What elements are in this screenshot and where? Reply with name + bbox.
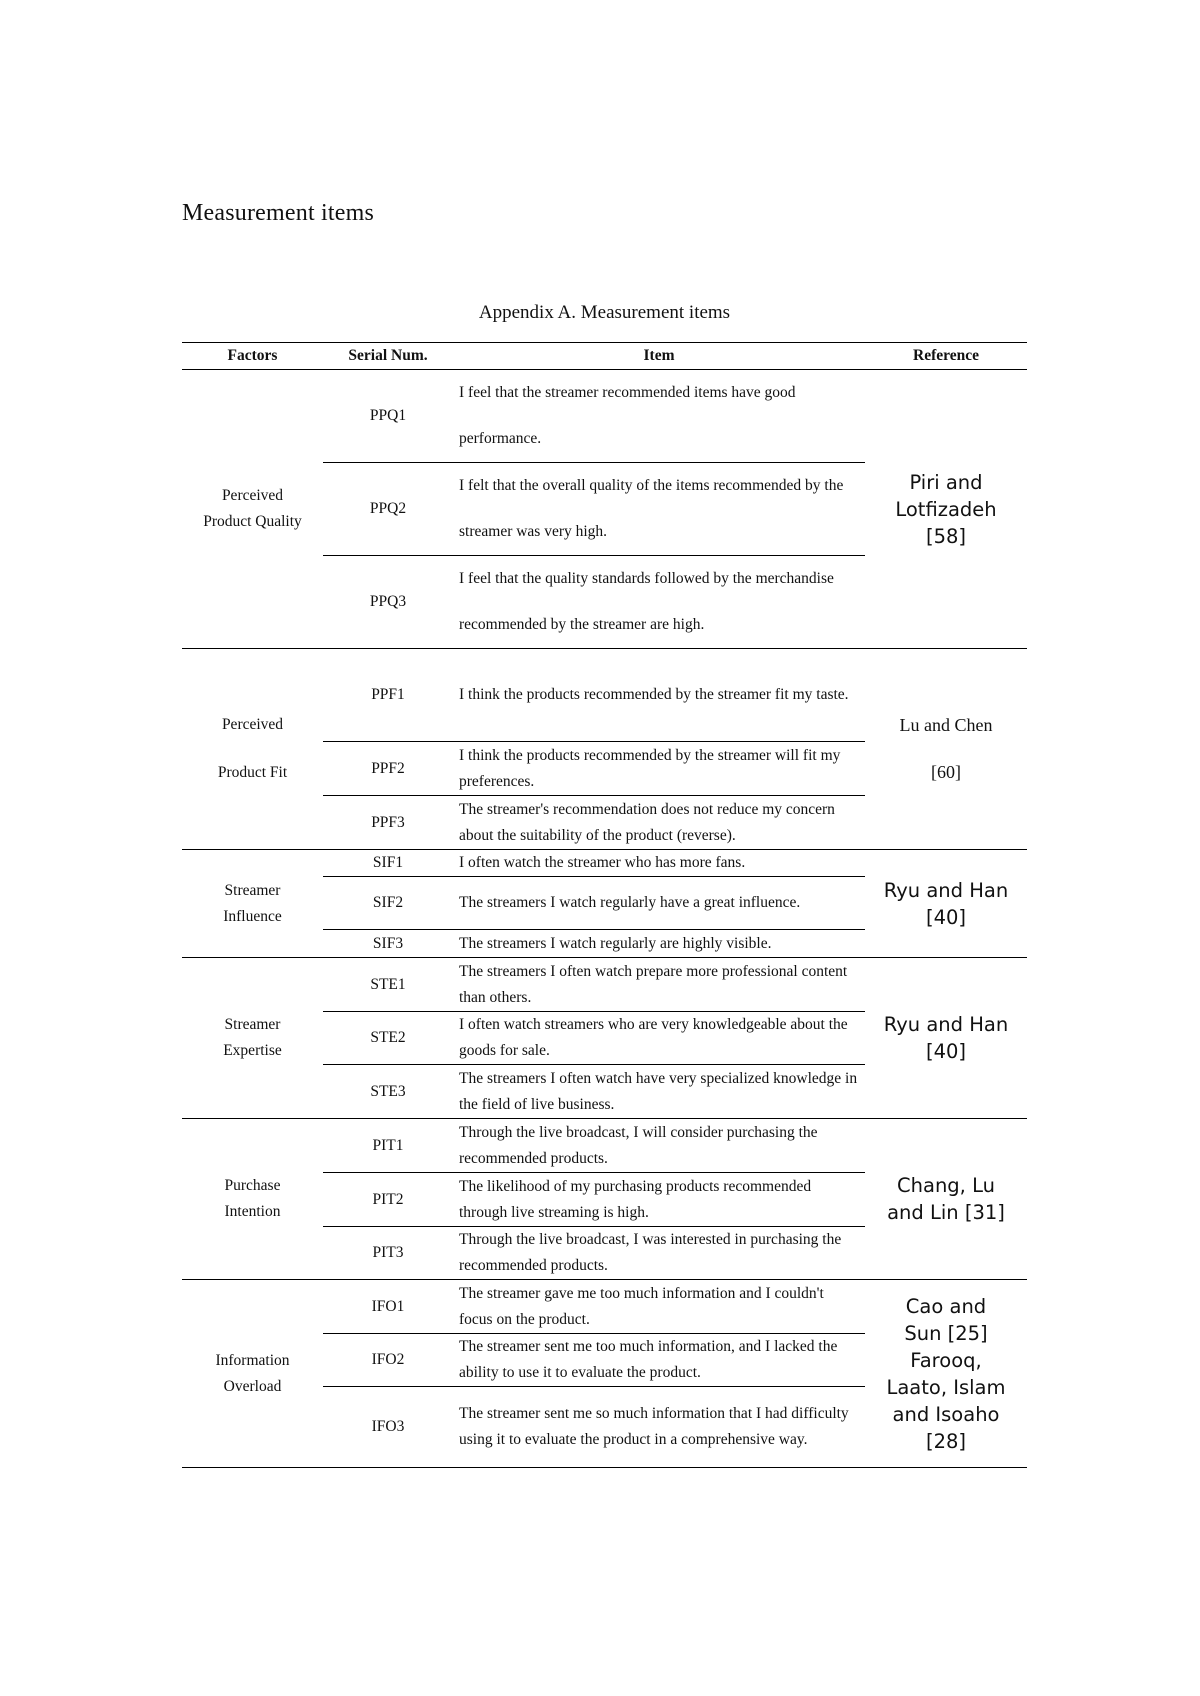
item-cell: I felt that the overall quality of the items recommended by the streamer was very high. bbox=[453, 463, 865, 556]
serial-cell: PIT2 bbox=[323, 1173, 453, 1227]
reference-cell: Ryu and Han [40] bbox=[865, 958, 1027, 1119]
item-cell: The streamer sent me too much information, and I lacked the ability to use it to evaluate the product. bbox=[453, 1334, 865, 1387]
serial-cell: IFO3 bbox=[323, 1387, 453, 1468]
item-cell: I often watch the streamer who has more fans. bbox=[453, 850, 865, 877]
serial-cell: PIT1 bbox=[323, 1119, 453, 1173]
serial-cell: PPQ3 bbox=[323, 556, 453, 649]
serial-cell: STE3 bbox=[323, 1065, 453, 1119]
measurement-items-table bbox=[182, 342, 1027, 1468]
serial-cell: IFO1 bbox=[323, 1280, 453, 1334]
table-row bbox=[182, 1119, 1027, 1173]
factor-cell: Streamer Influence bbox=[182, 850, 323, 958]
header-reference: Reference bbox=[865, 343, 1027, 370]
factor-cell: Perceived Product Quality bbox=[182, 370, 323, 649]
serial-cell: PPQ1 bbox=[323, 370, 453, 463]
serial-cell: PIT3 bbox=[323, 1227, 453, 1280]
item-cell: I think the products recommended by the streamer fit my taste. bbox=[453, 649, 865, 742]
item-cell: I feel that the streamer recommended items have good performance. bbox=[453, 370, 865, 463]
table-row bbox=[182, 1280, 1027, 1334]
item-cell: Through the live broadcast, I will consider purchasing the recommended products. bbox=[453, 1119, 865, 1173]
header-factors: Factors bbox=[182, 343, 323, 370]
serial-cell: SIF1 bbox=[323, 850, 453, 877]
reference-cell: Chang, Lu and Lin [31] bbox=[865, 1119, 1027, 1280]
table-row bbox=[182, 370, 1027, 463]
reference-cell: Cao and Sun [25] Farooq, Laato, Islam and Isoaho [28] bbox=[865, 1280, 1027, 1468]
factor-cell: Streamer Expertise bbox=[182, 958, 323, 1119]
item-cell: The streamers I often watch have very specialized knowledge in the field of live business. bbox=[453, 1065, 865, 1119]
item-cell: The streamers I often watch prepare more professional content than others. bbox=[453, 958, 865, 1012]
serial-cell: SIF3 bbox=[323, 930, 453, 958]
item-cell: Through the live broadcast, I was interested in purchasing the recommended products. bbox=[453, 1227, 865, 1280]
serial-cell: IFO2 bbox=[323, 1334, 453, 1387]
factor-cell: Purchase Intention bbox=[182, 1119, 323, 1280]
section-heading: Measurement items bbox=[182, 200, 375, 226]
table-row bbox=[182, 850, 1027, 877]
item-cell: The streamers I watch regularly have a great influence. bbox=[453, 877, 865, 930]
reference-cell: Lu and Chen [60] bbox=[865, 649, 1027, 850]
serial-cell: PPQ2 bbox=[323, 463, 453, 556]
item-cell: I think the products recommended by the streamer will fit my preferences. bbox=[453, 742, 865, 796]
header-item: Item bbox=[453, 343, 865, 370]
serial-cell: STE2 bbox=[323, 1012, 453, 1065]
serial-cell: STE1 bbox=[323, 958, 453, 1012]
table-row bbox=[182, 649, 1027, 742]
factor-cell: Perceived Product Fit bbox=[182, 649, 323, 850]
item-cell: The streamer gave me too much information and I couldn't focus on the product. bbox=[453, 1280, 865, 1334]
serial-cell: PPF2 bbox=[323, 742, 453, 796]
item-cell: I often watch streamers who are very knowledgeable about the goods for sale. bbox=[453, 1012, 865, 1065]
item-cell: The streamers I watch regularly are highly visible. bbox=[453, 930, 865, 958]
header-serial-num: Serial Num. bbox=[323, 343, 453, 370]
item-cell: The likelihood of my purchasing products recommended through live streaming is high. bbox=[453, 1173, 865, 1227]
serial-cell: SIF2 bbox=[323, 877, 453, 930]
factor-cell: Information Overload bbox=[182, 1280, 323, 1468]
reference-cell: Ryu and Han [40] bbox=[865, 850, 1027, 958]
serial-cell: PPF1 bbox=[323, 649, 453, 742]
serial-cell: PPF3 bbox=[323, 796, 453, 850]
reference-cell: Piri and Lotfizadeh [58] bbox=[865, 370, 1027, 649]
table-row bbox=[182, 958, 1027, 1012]
table-caption: Appendix A. Measurement items bbox=[478, 302, 731, 323]
item-cell: I feel that the quality standards followed by the merchandise recommended by the streamer are high. bbox=[453, 556, 865, 649]
item-cell: The streamer's recommendation does not reduce my concern about the suitability of the product (reverse). bbox=[453, 796, 865, 850]
table-header-row bbox=[182, 343, 1027, 370]
item-cell: The streamer sent me so much information that I had difficulty using it to evaluate the product in a comprehensive way. bbox=[453, 1387, 865, 1468]
